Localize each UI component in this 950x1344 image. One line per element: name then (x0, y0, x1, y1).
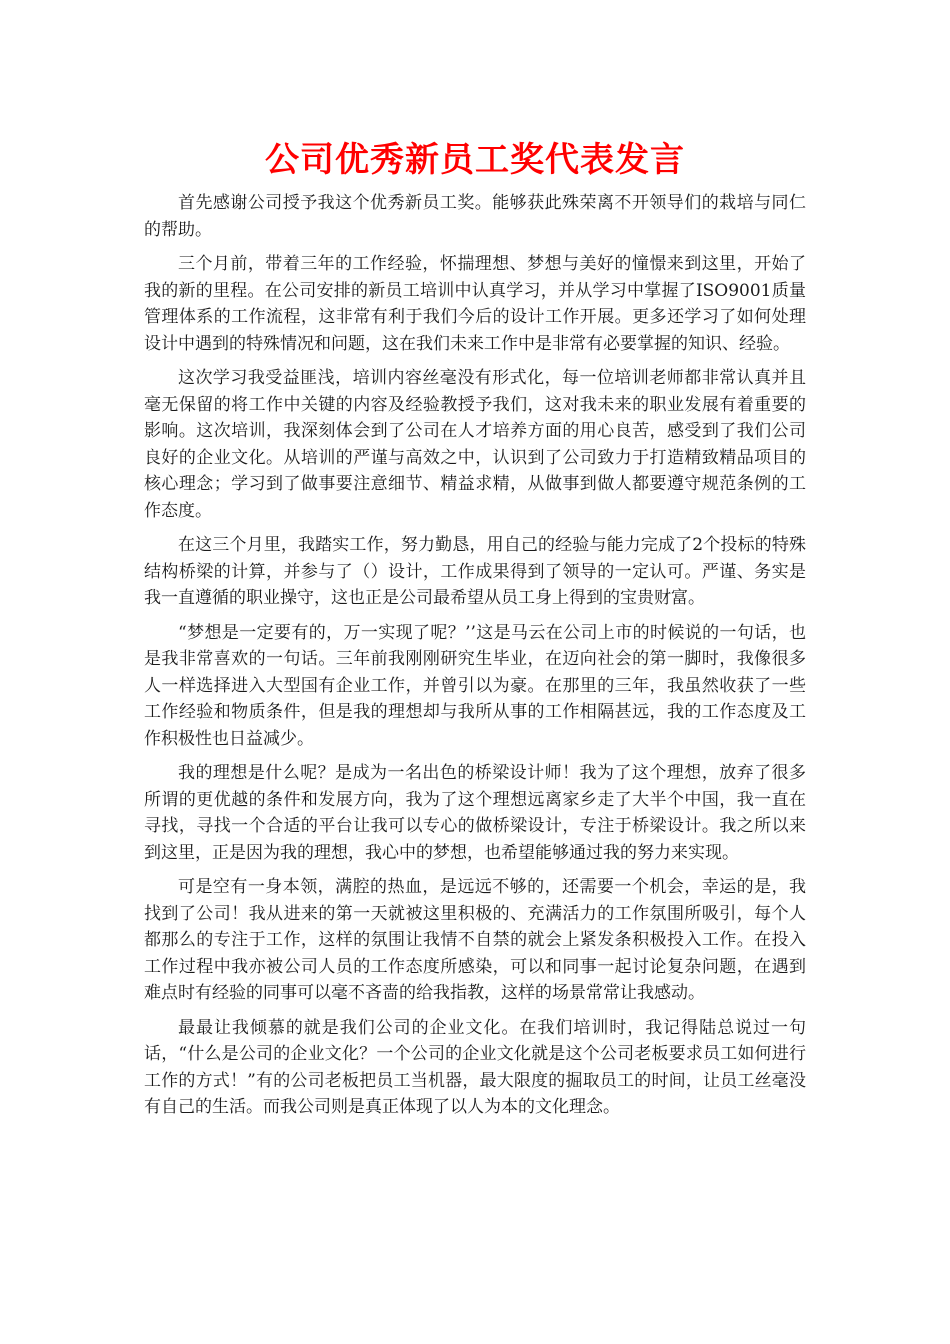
paragraph: 首先感谢公司授予我这个优秀新员工奖。能够获此殊荣离不开领导们的栽培与同仁的帮助。 (144, 193, 806, 240)
paragraph: 三个月前，带着三年的工作经验，怀揣理想、梦想与美好的憧憬来到这里，开始了我的新的里程。在公司安排的新员工培训中认真学习，并从学习中掌握了ISO9001质量管理体系的工作流程，这非常有利于我们今后的设计工作开展。更多还学习了如何处理设计中遇到的特殊情况和问题，这在我们未来工作中是非常有必要掌握的知识、经验。 (144, 254, 806, 354)
paragraph: 可是空有一身本领，满腔的热血，是远远不够的，还需要一个机会，幸运的是，我找到了公司！我从进来的第一天就被这里积极的、充满活力的工作氛围所吸引，每个人都那么的专注于工作，这样的氛围让我情不自禁的就会上紧发条积极投入工作。在投入工作过程中我亦被公司人员的工作态度所感染，可以和同事一起讨论复杂问题，在遇到难点时有经验的同事可以毫不吝啬的给我指教，这样的场景常常让我感动。 (144, 877, 806, 1003)
document-body (144, 190, 806, 1129)
paragraph: 这次学习我受益匪浅，培训内容丝毫没有形式化，每一位培训老师都非常认真并且毫无保留的将工作中关键的内容及经验教授予我们，这对我未来的职业发展有着重要的影响。这次培训，我深刻体会到了公司在人才培养方面的用心良苦，感受到了我们公司良好的企业文化。从培训的严谨与高效之中，认识到了公司致力于打造精致精品项目的核心理念；学习到了做事要注意细节、精益求精，从做事到做人都要遵守规范条例的工作态度。 (144, 368, 806, 521)
paragraph: 在这三个月里，我踏实工作，努力勤恳，用自己的经验与能力完成了2个投标的特殊结构桥梁的计算，并参与了（）设计，工作成果得到了领导的一定认可。严谨、务实是我一直遵循的职业操守，这也正是公司最希望从员工身上得到的宝贵财富。 (144, 535, 806, 608)
paragraph: “梦想是一定要有的，万一实现了呢？’’这是马云在公司上市的时候说的一句话，也是我非常喜欢的一句话。三年前我刚刚研究生毕业，在迈向社会的第一脚时，我像很多人一样选择进入大型国有企业工作，并曾引以为豪。在那里的三年，我虽然收获了一些工作经验和物质条件，但是我的理想却与我所从事的工作相隔甚远，我的工作态度及工作积极性也日益减少。 (144, 622, 806, 749)
paragraph: 最最让我倾慕的就是我们公司的企业文化。在我们培训时，我记得陆总说过一句话，“什么是公司的企业文化？一个公司的企业文化就是这个公司老板要求员工如何进行工作的方式！”有的公司老板把员工当机器，最大限度的掘取员工的时间，让员工丝毫没有自己的生活。而我公司则是真正体现了以人为本的文化理念。 (144, 1017, 806, 1117)
paragraph: 我的理想是什么呢？是成为一名出色的桥梁设计师！我为了这个理想，放弃了很多所谓的更优越的条件和发展方向，我为了这个理想远离家乡走了大半个中国，我一直在寻找，寻找一个合适的平台让我可以专心的做桥梁设计，专注于桥梁设计。我之所以来到这里，正是因为我的理想，我心中的梦想，也希望能够通过我的努力来实现。 (144, 763, 806, 863)
document-title: 公司优秀新员工奖代表发言 (265, 140, 685, 180)
